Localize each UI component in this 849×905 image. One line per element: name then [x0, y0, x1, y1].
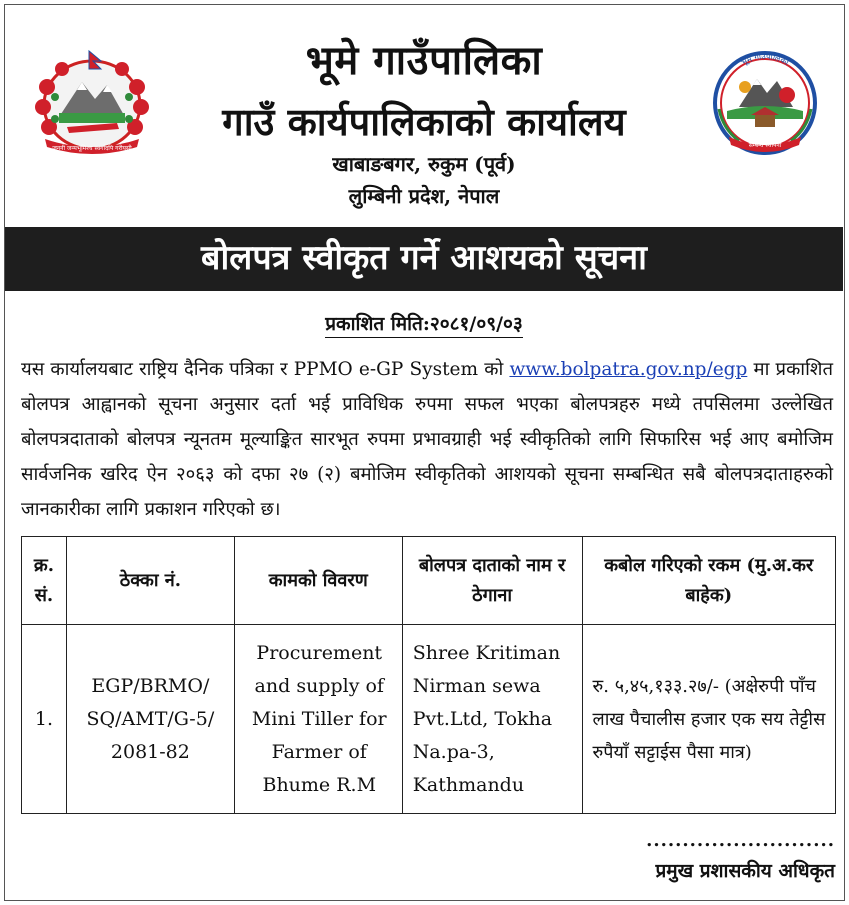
published-date	[5, 310, 843, 336]
body-text-end: मा प्रकाशित बोलपत्र आह्वानको सूचना अनुसार दर्ता भई प्राविधिक रुपमा सफल भएका बोलपत्रहरु मध्ये तपसिलमा उल्लेखित बोलपत्रदाताको बोलपत्र न्यूनतम मूल्याङ्कित सारभूत रुपमा प्रभावग्राही भई स्वीकृतिको लागि सिफारिस भई आए बमोजिम सार्वजनिक खरिद ऐन २०६३ को दफा २७ (२) बमोजिम स्वीकृतिको आशयको सूचना सम्बन्धित सबै बोलपत्रदाताहरुको जानकारीका लागि प्रकाशन गरिएको छ।	[21, 359, 834, 520]
municipality-name: भूमे गाउँपालिका	[305, 37, 543, 84]
bolpatra-link[interactable]: www.bolpatra.gov.np/egp	[509, 359, 748, 380]
notice-body	[21, 352, 833, 527]
signatory-title: प्रमुख प्रशासकीय अधिकृत	[655, 860, 835, 882]
body-text-start: यस कार्यालयबाट राष्ट्रिय दैनिक पत्रिका र PPMO e-GP System को	[21, 359, 510, 380]
award-table	[21, 536, 836, 814]
header-amount: कबोल गरिएको रकम (मु.अ.कर बाहेक)	[582, 537, 836, 625]
table-header-row	[22, 537, 836, 625]
table-row	[22, 625, 836, 814]
row-work-description: Procurement and supply of Mini Tiller for Farmer of Bhume R.M	[234, 625, 402, 814]
header-bidder: बोलपत्र दाताको नाम र ठेगाना	[402, 537, 582, 625]
notice-header	[5, 5, 843, 225]
row-contract-no: EGP/BRMO/ SQ/AMT/G-5/ 2081-82	[66, 625, 234, 814]
address-line-1: खाबाङबगर, रुकुम (पूर्व)	[332, 152, 516, 176]
right-emblem-bottom-text: सम्बन्ध स्थापना	[748, 142, 782, 149]
signature-line: ..........................	[646, 830, 835, 851]
address-line-2: लुम्बिनी प्रदेश, नेपाल	[348, 184, 500, 208]
bhume-municipality-logo-icon	[705, 49, 825, 157]
notice-title-banner: बोलपत्र स्वीकृत गर्ने आशयको सूचना	[5, 227, 843, 291]
header-sn: क्र. सं.	[22, 537, 67, 625]
row-bidder: Shree Kritiman Nirman sewa Pvt.Ltd, Tokha Na.pa-3, Kathmandu	[402, 625, 582, 814]
header-work-description: कामको विवरण	[234, 537, 402, 625]
header-contract-no: ठेक्का नं.	[66, 537, 234, 625]
row-sn: 1.	[22, 625, 67, 814]
right-emblem-top-text: भूमे गाउँपालिका	[739, 51, 791, 68]
published-date-text: प्रकाशित मिति:२०८१/०९/०३	[325, 313, 523, 338]
svg-text:जननी जन्मभूमिश्च स्वर्गादपि गर: जननी जन्मभूमिश्च स्वर्गादपि गरीयसी	[52, 145, 132, 152]
row-amount: रु. ५,४५,१३३.२७/- (अक्षेरुपी पाँच लाख पैचालीस हजार एक सय तेट्टीस रुपैयाँ सट्टाईस पैसा मात्र)	[582, 625, 836, 814]
office-name: गाउँ कार्यपालिकाको कार्यालय	[222, 99, 626, 144]
notice-page	[4, 4, 845, 901]
